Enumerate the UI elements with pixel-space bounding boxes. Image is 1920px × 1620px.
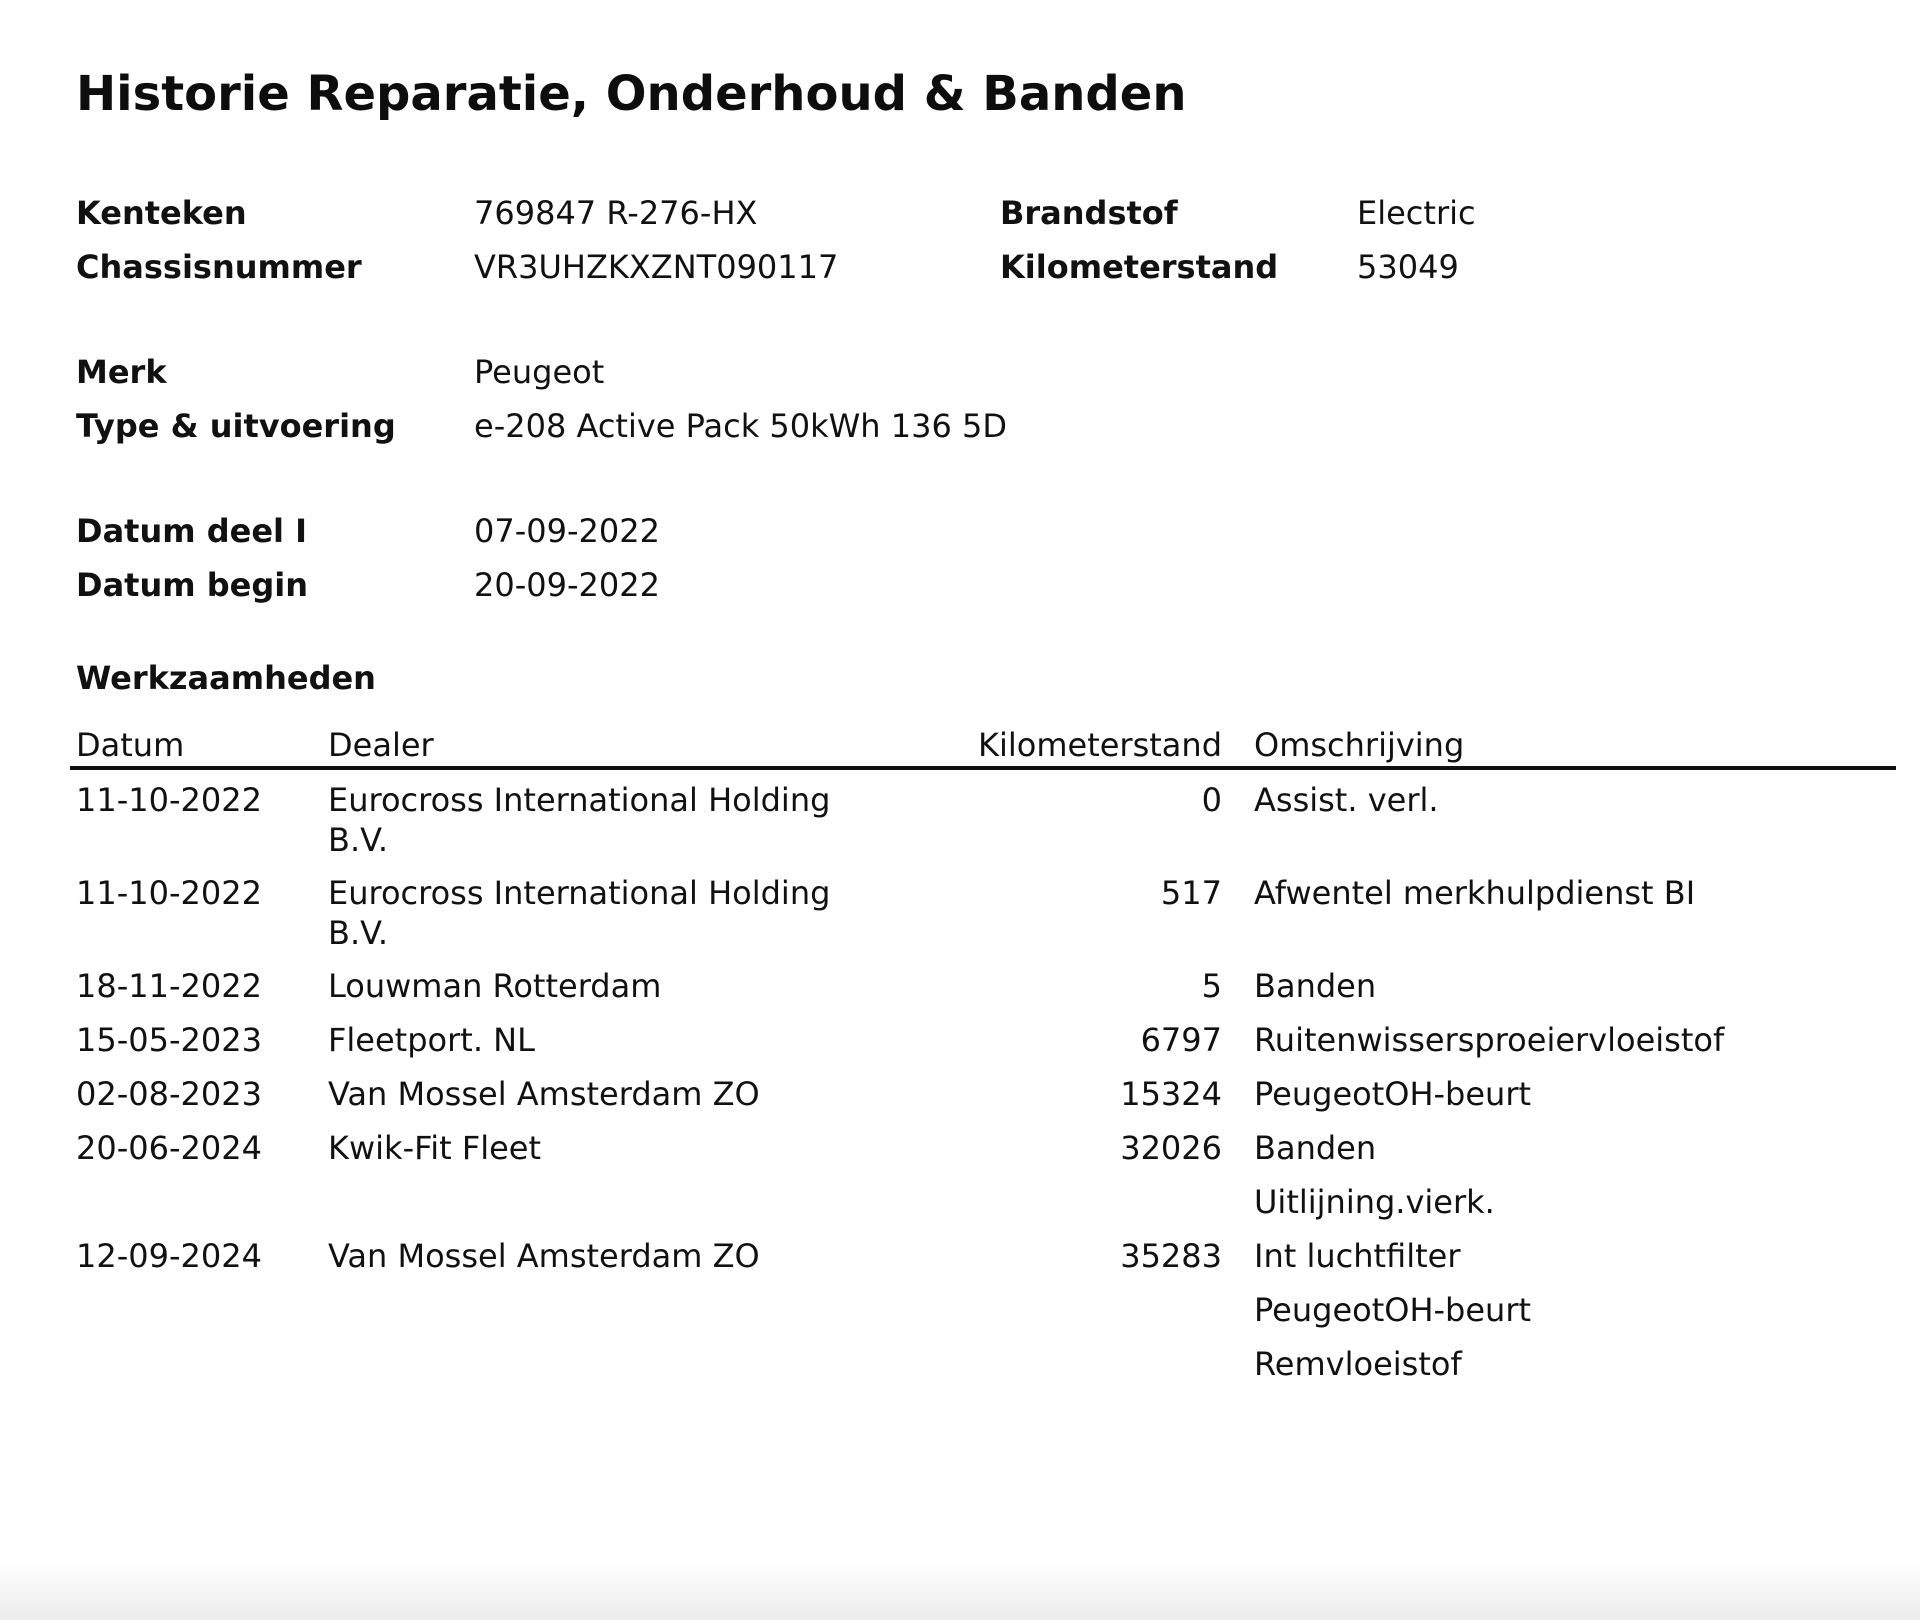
kenteken-label: Kenteken [76, 194, 247, 232]
description-line: Remvloeistof [1254, 1345, 1462, 1383]
datum-begin-label: Datum begin [76, 566, 308, 604]
page-title: Historie Reparatie, Onderhoud & Banden [76, 66, 1187, 122]
row-date: 20-06-2024 [76, 1129, 262, 1167]
row-dealer: Van Mossel Amsterdam ZO [328, 1237, 760, 1275]
column-header-datum: Datum [76, 726, 185, 764]
row-dealer: Eurocross International Holding B.V. [328, 781, 831, 859]
description-line: Assist. verl. [1254, 781, 1439, 819]
table-header-rule [70, 766, 1896, 770]
merk-label: Merk [76, 353, 167, 391]
row-date: 11-10-2022 [76, 874, 262, 912]
chassisnummer-label: Chassisnummer [76, 248, 362, 286]
row-kilometerstand: 35283 [1120, 1237, 1222, 1275]
description-line: PeugeotOH-beurt [1254, 1075, 1532, 1113]
description-line: Ruitenwissersproeiervloeistof [1254, 1021, 1725, 1059]
brandstof-label: Brandstof [1000, 194, 1178, 232]
row-date: 18-11-2022 [76, 967, 262, 1005]
row-description [1254, 966, 1376, 1020]
row-description [1254, 1128, 1495, 1236]
row-kilometerstand: 5 [1201, 967, 1222, 1005]
kenteken-value: 769847 R-276-HX [474, 194, 758, 232]
description-line: Afwentel merkhulpdienst BI [1254, 874, 1696, 912]
row-description [1254, 1074, 1531, 1128]
row-date: 02-08-2023 [76, 1075, 262, 1113]
row-description [1254, 780, 1439, 834]
row-dealer: Fleetport. NL [328, 1021, 535, 1059]
row-date: 12-09-2024 [76, 1237, 262, 1275]
row-dealer: Van Mossel Amsterdam ZO [328, 1075, 760, 1113]
description-line: Banden [1254, 1129, 1377, 1167]
kilometerstand-label: Kilometerstand [1000, 248, 1279, 286]
datum-deel-label: Datum deel I [76, 512, 308, 550]
row-kilometerstand: 32026 [1120, 1129, 1222, 1167]
column-header-omschrijving: Omschrijving [1254, 726, 1465, 764]
row-dealer: Kwik-Fit Fleet [328, 1129, 542, 1167]
datum-begin-value: 20-09-2022 [474, 566, 660, 604]
brandstof-value: Electric [1357, 194, 1476, 232]
page-bottom-shade [0, 1560, 1920, 1620]
row-kilometerstand: 6797 [1140, 1021, 1222, 1059]
chassisnummer-value: VR3UHZKXZNT090117 [474, 248, 839, 286]
column-header-dealer: Dealer [328, 726, 434, 764]
description-line: Uitlijning.vierk. [1254, 1183, 1495, 1221]
description-line: Banden [1254, 967, 1377, 1005]
merk-value: Peugeot [474, 353, 605, 391]
description-line: Int luchtfilter [1254, 1237, 1461, 1275]
column-header-kilometerstand: Kilometerstand [977, 726, 1222, 764]
row-kilometerstand: 15324 [1120, 1075, 1222, 1113]
row-date: 15-05-2023 [76, 1021, 262, 1059]
row-kilometerstand: 0 [1201, 781, 1222, 819]
description-line: PeugeotOH-beurt [1254, 1291, 1532, 1329]
werkzaamheden-heading: Werkzaamheden [76, 659, 376, 697]
row-description [1254, 1236, 1531, 1398]
row-description [1254, 873, 1695, 927]
row-dealer: Louwman Rotterdam [328, 967, 662, 1005]
datum-deel-value: 07-09-2022 [474, 512, 660, 550]
kilometerstand-value: 53049 [1357, 248, 1459, 286]
row-date: 11-10-2022 [76, 781, 262, 819]
type-uitvoering-label: Type & uitvoering [76, 407, 396, 445]
row-description [1254, 1020, 1724, 1074]
type-uitvoering-value: e-208 Active Pack 50kWh 136 5D [474, 407, 1007, 445]
row-kilometerstand: 517 [1160, 874, 1222, 912]
row-dealer: Eurocross International Holding B.V. [328, 874, 831, 952]
